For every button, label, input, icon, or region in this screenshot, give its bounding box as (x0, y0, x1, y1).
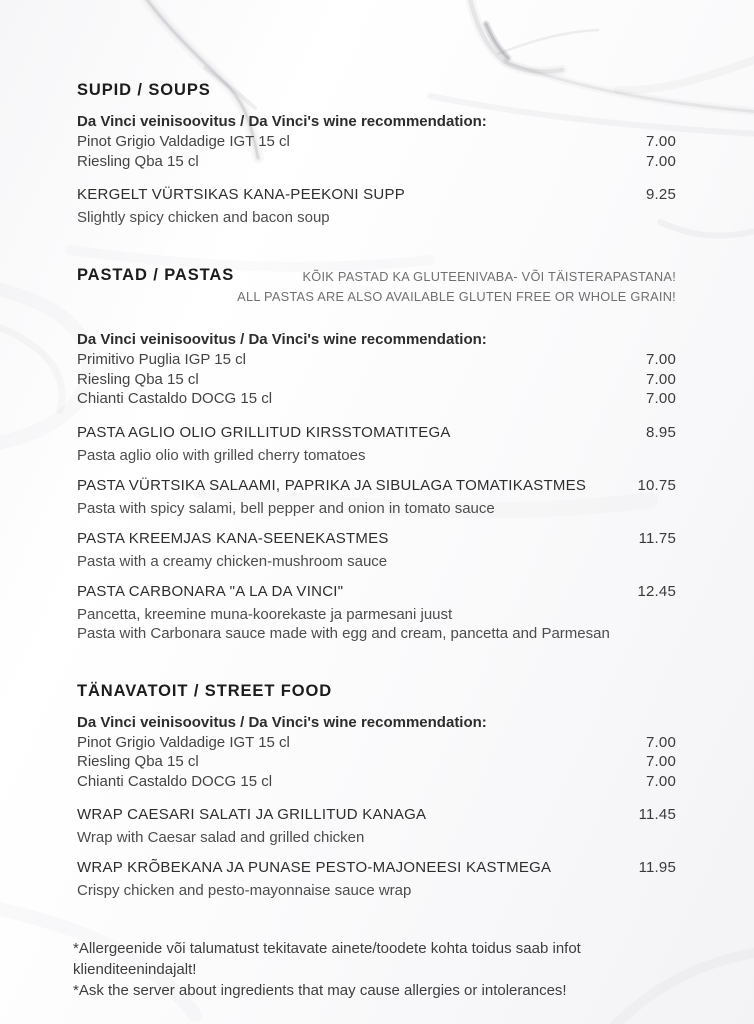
allergy-note-en: *Ask the server about ingredients that may cause allergies or intolerances! (73, 982, 567, 999)
section-header-soups (77, 80, 676, 100)
wine-name: Riesling Qba 15 cl (77, 753, 199, 770)
dish-item (77, 582, 676, 643)
dish-row (77, 423, 676, 443)
dish-price: 11.45 (638, 806, 676, 823)
dish-description: Pasta aglio olio with grilled cherry tomatoes (77, 446, 366, 464)
dish-row (77, 185, 676, 205)
wine-name: Primitivo Puglia IGP 15 cl (77, 351, 246, 368)
dish-price: 10.75 (637, 476, 676, 494)
wine-recommendation-heading: Da Vinci veinisoovitus / Da Vinci's wine recommendation: (77, 331, 487, 348)
section-header-street-food (77, 681, 676, 701)
allergy-footer (73, 938, 676, 1001)
menu-section-soups (77, 80, 676, 227)
dish-row (77, 858, 676, 878)
wine-name: Pinot Grigio Valdadige IGT 15 cl (77, 133, 290, 150)
gluten-free-note-line-et: KÕIK PASTAD KA GLUTEENIVABA- VÕI TÄISTERAPASTANA! (302, 269, 676, 284)
dish-description: Pasta with spicy salami, bell pepper and onion in tomato sauce (77, 499, 495, 517)
dish-description: Pasta with Carbonara sauce made with egg and cream, pancetta and Parmesan (77, 624, 610, 642)
dish-description: Pancetta, kreemine muna-koorekaste ja parmesani juust (77, 605, 453, 623)
wine-item-row (77, 370, 676, 390)
gluten-free-note-line-en: ALL PASTAS ARE ALSO AVAILABLE GLUTEN FREE OR WHOLE GRAIN! (237, 288, 676, 304)
menu-section-pastas (77, 265, 676, 643)
wine-price: 7.00 (646, 753, 676, 770)
wine-name: Chianti Castaldo DOCG 15 cl (77, 390, 273, 407)
dish-price: 8.95 (646, 423, 676, 441)
dish-description: Crispy chicken and pesto-mayonnaise sauce wrap (77, 882, 412, 899)
dish-row (77, 805, 676, 825)
wine-name: Riesling Qba 15 cl (77, 370, 199, 388)
dish-item (77, 476, 676, 518)
dish-price: 9.25 (646, 186, 676, 203)
wine-price: 7.00 (646, 152, 676, 170)
wine-price: 7.00 (646, 370, 676, 388)
wine-name: Chianti Castaldo DOCG 15 cl (77, 772, 273, 790)
dish-description: Slightly spicy chicken and bacon soup (77, 209, 330, 226)
allergy-note-et: *Allergeenide või talumatust tekitavate ainete/toodete kohta toidus saab infot klienditeenindajalt! (73, 940, 581, 978)
wine-item-row (77, 132, 676, 152)
dish-price: 12.45 (637, 582, 676, 600)
dish-name: WRAP CAESARI SALATI JA GRILLITUD KANAGA (77, 806, 427, 823)
menu-section-street-food (77, 681, 676, 901)
wine-recommendation-heading: Da Vinci veinisoovitus / Da Vinci's wine recommendation: (77, 113, 487, 130)
wine-item-row (77, 389, 676, 409)
dish-item (77, 423, 676, 465)
dish-name: PASTA VÜRTSIKA SALAAMI, PAPRIKA JA SIBULAGA TOMATIKASTMES (77, 476, 587, 494)
dish-name: PASTA KREEMJAS KANA-SEENEKASTMES (77, 529, 389, 547)
dish-item (77, 529, 676, 571)
wine-item-row (77, 733, 676, 753)
dish-price: 11.95 (638, 859, 676, 876)
wine-price: 7.00 (646, 772, 676, 790)
wine-name: Riesling Qba 15 cl (77, 152, 199, 170)
dish-name: WRAP KRÕBEKANA JA PUNASE PESTO-MAJONEESI KASTMEGA (77, 859, 552, 876)
dish-name: PASTA AGLIO OLIO GRILLITUD KIRSSTOMATITEGA (77, 423, 451, 441)
dish-price: 11.75 (638, 529, 676, 547)
dish-item (77, 858, 676, 900)
dish-row (77, 529, 676, 549)
dish-row (77, 476, 676, 496)
wine-item-row (77, 152, 676, 172)
section-title-soups: SUPID / SOUPS (77, 81, 211, 99)
dish-name: KERGELT VÜRTSIKAS KANA-PEEKONI SUPP (77, 186, 406, 203)
section-header-pastas (77, 265, 676, 306)
gluten-free-note (237, 267, 676, 306)
wine-price: 7.00 (646, 390, 676, 407)
wine-item-row (77, 350, 676, 370)
wine-item-row (77, 752, 676, 772)
wine-item-row (77, 772, 676, 792)
dish-description: Pasta with a creamy chicken-mushroom sauce (77, 552, 388, 570)
dish-description: Wrap with Caesar salad and grilled chicken (77, 829, 365, 846)
dish-name: PASTA CARBONARA "A LA DA VINCI" (77, 582, 344, 600)
section-title-pastas: PASTAD / PASTAS (77, 266, 235, 284)
dish-item (77, 185, 676, 227)
wine-recommendation-soups (77, 112, 676, 171)
dish-row (77, 582, 676, 602)
wine-recommendation-heading: Da Vinci veinisoovitus / Da Vinci's wine recommendation: (77, 713, 487, 731)
wine-recommendation-street-food (77, 713, 676, 792)
dish-item (77, 805, 676, 847)
wine-price: 7.00 (646, 133, 676, 150)
wine-name: Pinot Grigio Valdadige IGT 15 cl (77, 733, 290, 751)
wine-recommendation-pastas (77, 330, 676, 409)
wine-price: 7.00 (646, 351, 676, 368)
wine-price: 7.00 (646, 733, 676, 751)
section-title-street-food: TÄNAVATOIT / STREET FOOD (77, 681, 333, 700)
